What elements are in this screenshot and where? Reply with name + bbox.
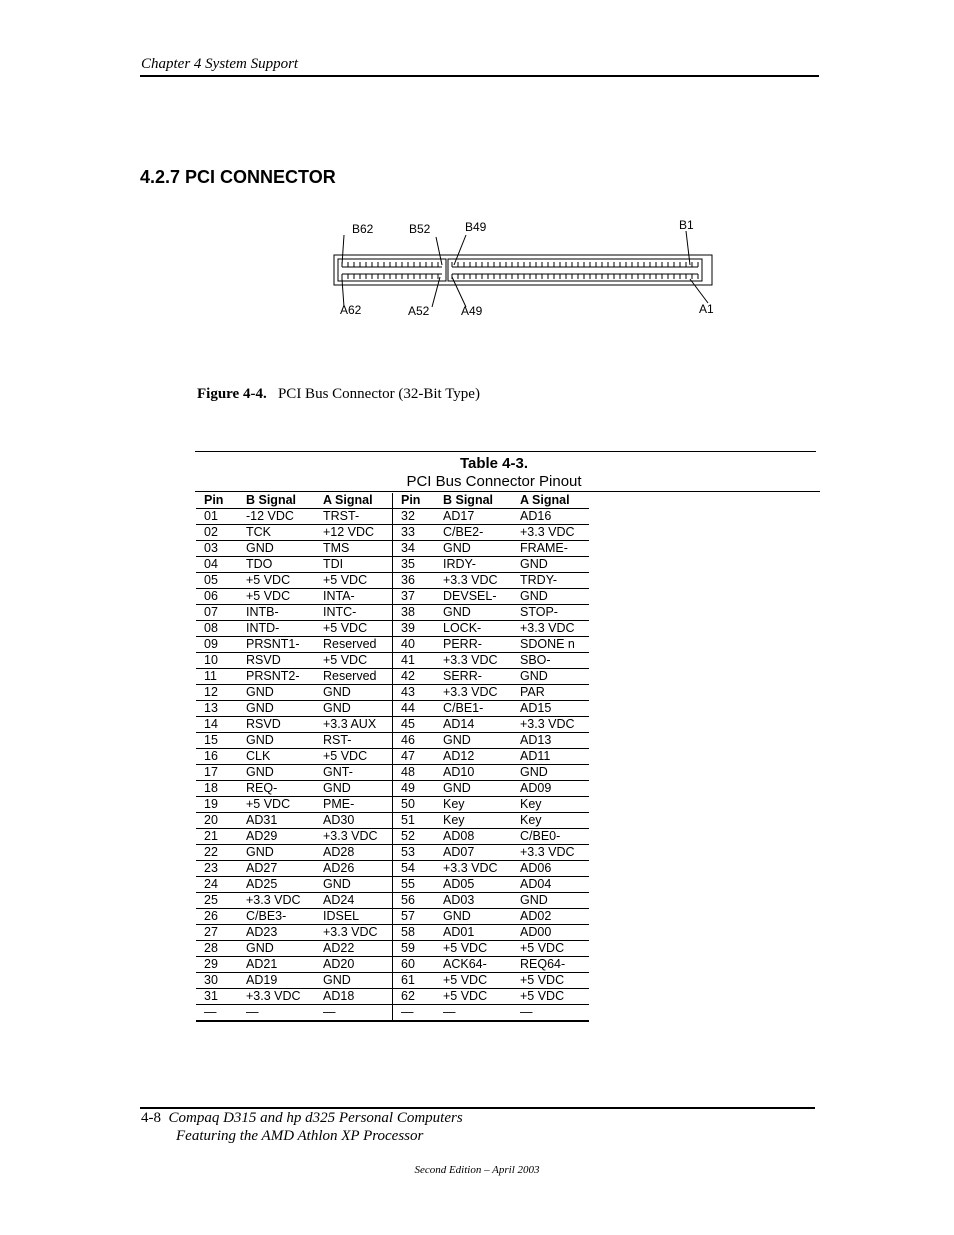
table-cell: AD10	[435, 765, 512, 781]
table-cell: 62	[393, 989, 436, 1005]
table-cell: GND	[315, 701, 393, 717]
table-cell: 42	[393, 669, 436, 685]
table-cell: Key	[512, 797, 589, 813]
table-row	[196, 509, 589, 525]
table-cell: 33	[393, 525, 436, 541]
table-cell: +5 VDC	[315, 653, 393, 669]
table-cell: +5 VDC	[238, 573, 315, 589]
table-cell: —	[196, 1005, 238, 1022]
table-cell: PME-	[315, 797, 393, 813]
table-cell: 35	[393, 557, 436, 573]
table-cell: Key	[435, 797, 512, 813]
table-cell: FRAME-	[512, 541, 589, 557]
table-cell: 45	[393, 717, 436, 733]
table-cell: Reserved	[315, 637, 393, 653]
table-cell: AD28	[315, 845, 393, 861]
table-caption: PCI Bus Connector Pinout	[406, 473, 582, 490]
table-cell: 37	[393, 589, 436, 605]
table-cell: 56	[393, 893, 436, 909]
table-row	[196, 909, 589, 925]
table-cell: 27	[196, 925, 238, 941]
table-cell: AD01	[435, 925, 512, 941]
table-cell: SDONE n	[512, 637, 589, 653]
table-cell: C/BE1-	[435, 701, 512, 717]
table-cell: C/BE0-	[512, 829, 589, 845]
label-b52: B52	[409, 222, 431, 236]
table-cell: 46	[393, 733, 436, 749]
table-cell: +3.3 VDC	[435, 573, 512, 589]
table-cell: 41	[393, 653, 436, 669]
table-cell: 08	[196, 621, 238, 637]
table-cell: 04	[196, 557, 238, 573]
table-cell: PRSNT1-	[238, 637, 315, 653]
table-cell: GND	[512, 669, 589, 685]
table-cell: AD11	[512, 749, 589, 765]
table-cell: 49	[393, 781, 436, 797]
table-cell: TMS	[315, 541, 393, 557]
column-header: A Signal	[315, 493, 393, 509]
table-cell: 47	[393, 749, 436, 765]
table-cell: +3.3 AUX	[315, 717, 393, 733]
table-cell: +3.3 VDC	[435, 685, 512, 701]
table-cell: AD14	[435, 717, 512, 733]
table-cell: +3.3 VDC	[238, 893, 315, 909]
table-cell: INTD-	[238, 621, 315, 637]
table-cell: PAR	[512, 685, 589, 701]
table-cell: AD18	[315, 989, 393, 1005]
table-cell: +3.3 VDC	[315, 925, 393, 941]
table-cell: REQ64-	[512, 957, 589, 973]
table-cell: 22	[196, 845, 238, 861]
figure-caption-label: Figure 4-4.	[197, 386, 267, 402]
table-cell: 09	[196, 637, 238, 653]
table-cell: 20	[196, 813, 238, 829]
table-cell: 48	[393, 765, 436, 781]
table-cell: GND	[238, 845, 315, 861]
table-row	[196, 749, 589, 765]
table-cell: 43	[393, 685, 436, 701]
table-row	[196, 829, 589, 845]
table-cell: 10	[196, 653, 238, 669]
table-row	[196, 541, 589, 557]
table-cell: GNT-	[315, 765, 393, 781]
table-cell: 19	[196, 797, 238, 813]
table-cell: +5 VDC	[435, 989, 512, 1005]
table-cell: +5 VDC	[512, 941, 589, 957]
table-cell: AD15	[512, 701, 589, 717]
table-cell: GND	[238, 765, 315, 781]
table-cell: GND	[315, 973, 393, 989]
table-row	[196, 653, 589, 669]
column-header: B Signal	[435, 493, 512, 509]
table-cell: GND	[512, 893, 589, 909]
label-b1: B1	[679, 218, 694, 232]
table-cell: 28	[196, 941, 238, 957]
table-row	[196, 813, 589, 829]
table-cell: AD26	[315, 861, 393, 877]
table-cell: PERR-	[435, 637, 512, 653]
table-cell: RSVD	[238, 717, 315, 733]
table-cell: 34	[393, 541, 436, 557]
table-cell: AD05	[435, 877, 512, 893]
table-cell: 55	[393, 877, 436, 893]
table-cell: +5 VDC	[512, 973, 589, 989]
table-cell: AD07	[435, 845, 512, 861]
table-cell: GND	[238, 541, 315, 557]
table-cell: 36	[393, 573, 436, 589]
table-cell: GND	[435, 733, 512, 749]
header-rule	[140, 75, 819, 77]
table-cell: Reserved	[315, 669, 393, 685]
leader-b1	[686, 231, 690, 265]
table-row	[196, 877, 589, 893]
label-a1: A1	[699, 302, 714, 316]
table-cell: GND	[435, 541, 512, 557]
table-cell: SERR-	[435, 669, 512, 685]
footer-title-line1: Compaq D315 and hp d325 Personal Computers	[168, 1110, 463, 1126]
table-body	[196, 509, 589, 1022]
table-cell: 44	[393, 701, 436, 717]
table-cell: 52	[393, 829, 436, 845]
table-cell: 60	[393, 957, 436, 973]
table-row	[196, 973, 589, 989]
table-row	[196, 557, 589, 573]
table-row	[196, 621, 589, 637]
table-cell: RST-	[315, 733, 393, 749]
table-cell: AD20	[315, 957, 393, 973]
table-cell: 32	[393, 509, 436, 525]
table-cell: +5 VDC	[238, 589, 315, 605]
table-cell: GND	[512, 557, 589, 573]
table-cell: IRDY-	[435, 557, 512, 573]
table-cell: 40	[393, 637, 436, 653]
table-cell: 03	[196, 541, 238, 557]
table-row	[196, 957, 589, 973]
table-cell: 31	[196, 989, 238, 1005]
table-cell: 39	[393, 621, 436, 637]
table-cell: AD00	[512, 925, 589, 941]
table-cell: +12 VDC	[315, 525, 393, 541]
table-cell: +3.3 VDC	[315, 829, 393, 845]
table-cell: -12 VDC	[238, 509, 315, 525]
table-cell: +3.3 VDC	[512, 717, 589, 733]
table-cell: GND	[315, 781, 393, 797]
label-a62: A62	[340, 303, 362, 317]
pci-connector-diagram	[330, 213, 720, 323]
table-row	[196, 637, 589, 653]
table-cell: AD16	[512, 509, 589, 525]
table-cell: TDI	[315, 557, 393, 573]
table-title-rule	[195, 491, 820, 492]
leader-b52	[436, 237, 442, 265]
table-cell: GND	[435, 781, 512, 797]
section-heading: 4.2.7 PCI CONNECTOR	[140, 167, 336, 187]
connector-pins	[342, 262, 698, 279]
table-cell: INTB-	[238, 605, 315, 621]
table-cell: INTC-	[315, 605, 393, 621]
table-cell: LOCK-	[435, 621, 512, 637]
table-cell: —	[512, 1005, 589, 1022]
table-cell: 06	[196, 589, 238, 605]
table-row	[196, 797, 589, 813]
table-cell: 12	[196, 685, 238, 701]
table-cell: 24	[196, 877, 238, 893]
table-row	[196, 573, 589, 589]
table-cell: GND	[238, 701, 315, 717]
table-cell: +3.3 VDC	[512, 845, 589, 861]
table-cell: GND	[238, 733, 315, 749]
table-row	[196, 925, 589, 941]
figure-caption	[197, 386, 480, 403]
table-cell: INTA-	[315, 589, 393, 605]
table-row	[196, 669, 589, 685]
table-cell: 53	[393, 845, 436, 861]
table-cell: 07	[196, 605, 238, 621]
edition-note: Second Edition – April 2003	[414, 1164, 540, 1176]
table-row	[196, 861, 589, 877]
table-row	[196, 685, 589, 701]
table-cell: AD13	[512, 733, 589, 749]
table-cell: 02	[196, 525, 238, 541]
table-cell: Key	[435, 813, 512, 829]
table-cell: REQ-	[238, 781, 315, 797]
table-cell: 05	[196, 573, 238, 589]
table-cell: 13	[196, 701, 238, 717]
footer-title	[141, 1109, 463, 1145]
table-cell: TDO	[238, 557, 315, 573]
leader-b62	[342, 235, 344, 265]
table-cell: AD27	[238, 861, 315, 877]
table-cell: +5 VDC	[315, 749, 393, 765]
table-cell: AD09	[512, 781, 589, 797]
table-cell: GND	[238, 685, 315, 701]
table-cell: GND	[512, 589, 589, 605]
table-cell: 38	[393, 605, 436, 621]
label-a49: A49	[461, 304, 483, 318]
table-cell: GND	[435, 909, 512, 925]
table-cell: GND	[315, 877, 393, 893]
label-b49: B49	[465, 220, 487, 234]
table-cell: +3.3 VDC	[435, 653, 512, 669]
table-cell: PRSNT2-	[238, 669, 315, 685]
column-header: A Signal	[512, 493, 589, 509]
table-cell: +5 VDC	[435, 941, 512, 957]
table-cell: +5 VDC	[315, 621, 393, 637]
table-row	[196, 701, 589, 717]
table-cell: AD12	[435, 749, 512, 765]
label-a52: A52	[408, 304, 430, 318]
table-cell: 25	[196, 893, 238, 909]
table-cell: 01	[196, 509, 238, 525]
column-header: B Signal	[238, 493, 315, 509]
table-cell: STOP-	[512, 605, 589, 621]
table-cell: 54	[393, 861, 436, 877]
table-cell: +3.3 VDC	[238, 989, 315, 1005]
table-cell: 58	[393, 925, 436, 941]
table-cell: +5 VDC	[435, 973, 512, 989]
running-head: Chapter 4 System Support	[141, 56, 299, 72]
table-cell: AD24	[315, 893, 393, 909]
table-cell: AD21	[238, 957, 315, 973]
label-b62: B62	[352, 222, 374, 236]
table-cell: SBO-	[512, 653, 589, 669]
table-cell: 15	[196, 733, 238, 749]
table-cell: 30	[196, 973, 238, 989]
table-row	[196, 717, 589, 733]
table-cell: —	[238, 1005, 315, 1022]
table-cell: AD19	[238, 973, 315, 989]
table-cell: 50	[393, 797, 436, 813]
leader-b49	[454, 235, 466, 265]
table-cell: +5 VDC	[238, 797, 315, 813]
table-header-row	[196, 493, 589, 509]
table-row	[196, 589, 589, 605]
table-cell: IDSEL	[315, 909, 393, 925]
table-cell: 51	[393, 813, 436, 829]
table-cell: AD02	[512, 909, 589, 925]
table-row	[196, 781, 589, 797]
table-cell: AD04	[512, 877, 589, 893]
table-top-rule	[195, 451, 816, 452]
pinout-table	[196, 493, 589, 1022]
table-cell: +5 VDC	[315, 573, 393, 589]
table-cell: AD03	[435, 893, 512, 909]
table-cell: 14	[196, 717, 238, 733]
table-number: Table 4-3.	[459, 455, 529, 472]
table-cell: AD25	[238, 877, 315, 893]
table-cell: GND	[315, 685, 393, 701]
table-cell: GND	[435, 605, 512, 621]
table-cell: +3.3 VDC	[435, 861, 512, 877]
table-row	[196, 733, 589, 749]
table-cell: +5 VDC	[512, 989, 589, 1005]
table-cell: —	[435, 1005, 512, 1022]
table-cell: TRST-	[315, 509, 393, 525]
table-cell: —	[393, 1005, 436, 1022]
table-cell: 21	[196, 829, 238, 845]
table-cell: 26	[196, 909, 238, 925]
table-cell: 18	[196, 781, 238, 797]
table-cell: +3.3 VDC	[512, 525, 589, 541]
table-cell: TRDY-	[512, 573, 589, 589]
table-cell: C/BE2-	[435, 525, 512, 541]
table-cell: 11	[196, 669, 238, 685]
table-cell: AD30	[315, 813, 393, 829]
table-cell: 59	[393, 941, 436, 957]
table-cell: Key	[512, 813, 589, 829]
connector-main-segment	[448, 259, 702, 281]
table-row	[196, 765, 589, 781]
table-cell: AD08	[435, 829, 512, 845]
table-row	[196, 605, 589, 621]
page-number: 4-8	[141, 1110, 161, 1126]
table-cell: AD06	[512, 861, 589, 877]
table-cell: 57	[393, 909, 436, 925]
table-cell: CLK	[238, 749, 315, 765]
column-header: Pin	[393, 493, 436, 509]
table-cell: 17	[196, 765, 238, 781]
table-cell: TCK	[238, 525, 315, 541]
footer-title-line2: Featuring the AMD Athlon XP Processor	[176, 1128, 424, 1144]
table-title	[194, 455, 794, 491]
table-cell: AD31	[238, 813, 315, 829]
table-cell: AD17	[435, 509, 512, 525]
table-cell: C/BE3-	[238, 909, 315, 925]
figure-caption-text: PCI Bus Connector (32-Bit Type)	[277, 386, 480, 402]
leader-a1	[690, 279, 708, 303]
table-cell: +3.3 VDC	[512, 621, 589, 637]
table-row	[196, 525, 589, 541]
table-row	[196, 1005, 589, 1022]
table-row	[196, 893, 589, 909]
table-cell: GND	[512, 765, 589, 781]
table-cell: 29	[196, 957, 238, 973]
column-header: Pin	[196, 493, 238, 509]
table-row	[196, 845, 589, 861]
table-cell: AD22	[315, 941, 393, 957]
table-row	[196, 941, 589, 957]
table-cell: 61	[393, 973, 436, 989]
table-cell: DEVSEL-	[435, 589, 512, 605]
table-cell: AD29	[238, 829, 315, 845]
table-row	[196, 989, 589, 1005]
table-cell: 23	[196, 861, 238, 877]
table-cell: RSVD	[238, 653, 315, 669]
table-cell: GND	[238, 941, 315, 957]
table-cell: 16	[196, 749, 238, 765]
table-cell: AD23	[238, 925, 315, 941]
table-cell: ACK64-	[435, 957, 512, 973]
table-cell: —	[315, 1005, 393, 1022]
